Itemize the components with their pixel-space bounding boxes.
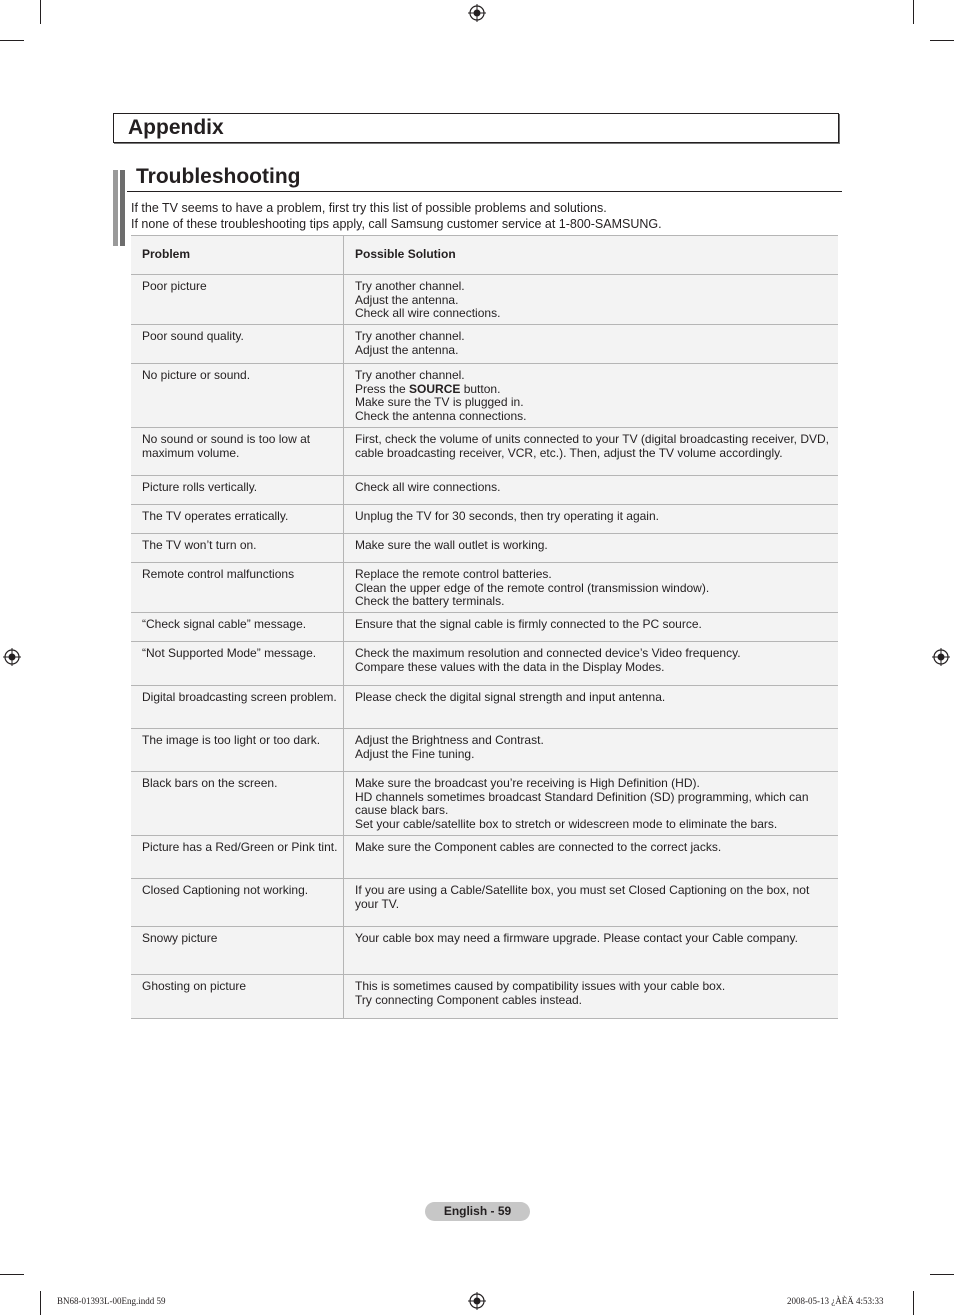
- solution-cell: [344, 729, 839, 772]
- problem-cell: Picture rolls vertically.: [131, 476, 344, 505]
- appendix-title: Appendix: [128, 116, 224, 139]
- crop-mark: [930, 1274, 954, 1275]
- section-title: Troubleshooting: [136, 165, 301, 188]
- solution-cell: [344, 686, 839, 729]
- crop-mark: [0, 1274, 24, 1275]
- table-row: [131, 534, 838, 563]
- table-header-row: [131, 236, 838, 275]
- problem-cell: “Check signal cable” message.: [131, 613, 344, 642]
- solution-cell: [344, 476, 839, 505]
- solution-line: Make sure the Component cables are connected to the correct jacks.: [355, 840, 722, 854]
- intro-line: If the TV seems to have a problem, first try this list of possible problems and solutions.: [131, 201, 607, 215]
- solution-line: Clean the upper edge of the remote control (transmission window).: [355, 580, 710, 595]
- solution-line: Make sure the wall outlet is working.: [355, 538, 548, 552]
- table-row: [131, 563, 838, 613]
- table-row: [131, 325, 838, 364]
- solution-line: Adjust the antenna.: [355, 292, 459, 307]
- solution-cell: [344, 642, 839, 686]
- solution-cell: [344, 428, 839, 476]
- solution-line: Set your cable/satellite box to stretch or widescreen mode to eliminate the bars.: [355, 817, 778, 832]
- problem-cell: The TV won’t turn on.: [131, 534, 344, 563]
- table-row: [131, 364, 838, 428]
- problem-cell: Poor sound quality.: [131, 325, 344, 364]
- solution-line: Make sure the broadcast you’re receiving is High Definition (HD).: [355, 776, 700, 790]
- registration-mark-icon: [3, 648, 21, 666]
- troubleshooting-table: [131, 235, 838, 1019]
- problem-cell: The TV operates erratically.: [131, 505, 344, 534]
- problem-cell: Poor picture: [131, 275, 344, 325]
- solution-cell: [344, 364, 839, 428]
- solution-line: Try connecting Component cables instead.: [355, 992, 583, 1007]
- table-row: [131, 836, 838, 879]
- appendix-header-box: [113, 113, 839, 143]
- table-row: [131, 686, 838, 729]
- table-row: [131, 275, 838, 325]
- registration-mark-icon: [468, 1292, 486, 1310]
- solution-cell: [344, 927, 839, 975]
- table-row: [131, 729, 838, 772]
- registration-mark-icon: [932, 648, 950, 666]
- solution-line: Replace the remote control batteries.: [355, 567, 552, 581]
- solution-cell: [344, 613, 839, 642]
- solution-line: Make sure the TV is plugged in.: [355, 395, 524, 410]
- solution-line: Please check the digital signal strength and input antenna.: [355, 690, 666, 704]
- solution-line: Check the battery terminals.: [355, 594, 505, 609]
- problem-cell: Digital broadcasting screen problem.: [131, 686, 344, 729]
- section-accent-bar: [120, 170, 125, 246]
- solution-line: Adjust the Fine tuning.: [355, 746, 475, 761]
- solution-cell: [344, 836, 839, 879]
- print-slug-right: 2008-05-13 ¿ÀÈÄ 4:53:33: [787, 1296, 884, 1306]
- table-row: [131, 428, 838, 476]
- solution-cell: [344, 275, 839, 325]
- solution-cell: [344, 879, 839, 927]
- table-row: [131, 975, 838, 1019]
- solution-line: Compare these values with the data in the Display Modes.: [355, 659, 665, 674]
- problem-cell: Closed Captioning not working.: [131, 879, 344, 927]
- section-accent-bar: [113, 170, 118, 246]
- solution-line: Check all wire connections.: [355, 306, 501, 321]
- solution-line: Check all wire connections.: [355, 480, 501, 494]
- solution-line: Check the maximum resolution and connected device’s Video frequency.: [355, 646, 741, 660]
- problem-cell: No picture or sound.: [131, 364, 344, 428]
- solution-line: Check the antenna connections.: [355, 409, 527, 424]
- problem-cell: No sound or sound is too low at maximum volume.: [131, 428, 344, 476]
- table-row: [131, 879, 838, 927]
- intro-line: If none of these troubleshooting tips apply, call Samsung customer service at 1-800-SAMSUNG.: [131, 217, 662, 231]
- solution-line: Try another channel.: [355, 329, 465, 343]
- solution-line: HD channels sometimes broadcast Standard Definition (SD) programming, which can cause black bars.: [355, 789, 809, 818]
- table-row: [131, 476, 838, 505]
- header-problem: Problem: [131, 236, 344, 275]
- problem-cell: Ghosting on picture: [131, 975, 344, 1019]
- problem-cell: Black bars on the screen.: [131, 772, 344, 836]
- solution-line: Adjust the antenna.: [355, 342, 459, 357]
- solution-line: Your cable box may need a firmware upgrade. Please contact your Cable company.: [355, 931, 798, 945]
- page-number-badge: English - 59: [425, 1202, 530, 1221]
- solution-cell: [344, 563, 839, 613]
- table-row: [131, 613, 838, 642]
- crop-mark: [40, 1291, 41, 1315]
- crop-mark: [930, 40, 954, 41]
- table-row: [131, 772, 838, 836]
- crop-mark: [913, 0, 914, 24]
- section-rule: [127, 191, 842, 192]
- solution-line: Ensure that the signal cable is firmly connected to the PC source.: [355, 617, 702, 631]
- solution-line: Press the SOURCE button.: [355, 381, 501, 396]
- table-row: [131, 642, 838, 686]
- solution-line: Try another channel.: [355, 368, 465, 382]
- solution-line: This is sometimes caused by compatibility issues with your cable box.: [355, 979, 726, 993]
- table-row: [131, 927, 838, 975]
- solution-line: First, check the volume of units connected to your TV (digital broadcasting receiver, DVD, cable broadcasting receiver, VCR, etc.). Then, adjust the TV volume accordingly.: [355, 432, 829, 460]
- crop-mark: [913, 1291, 914, 1315]
- solution-line: Adjust the Brightness and Contrast.: [355, 733, 544, 747]
- solution-cell: [344, 772, 839, 836]
- table-row: [131, 505, 838, 534]
- problem-cell: The image is too light or too dark.: [131, 729, 344, 772]
- header-solution: Possible Solution: [344, 236, 839, 275]
- solution-line: Try another channel.: [355, 279, 465, 293]
- crop-mark: [40, 0, 41, 24]
- solution-cell: [344, 325, 839, 364]
- intro-text: [131, 200, 841, 232]
- registration-mark-icon: [468, 4, 486, 22]
- solution-line: Unplug the TV for 30 seconds, then try operating it again.: [355, 509, 659, 523]
- solution-cell: [344, 505, 839, 534]
- problem-cell: “Not Supported Mode” message.: [131, 642, 344, 686]
- solution-line: If you are using a Cable/Satellite box, you must set Closed Captioning on the box, not your TV.: [355, 883, 810, 911]
- problem-cell: Snowy picture: [131, 927, 344, 975]
- problem-cell: Remote control malfunctions: [131, 563, 344, 613]
- solution-cell: [344, 534, 839, 563]
- crop-mark: [0, 40, 24, 41]
- solution-cell: [344, 975, 839, 1019]
- print-slug-left: BN68-01393L-00Eng.indd 59: [57, 1296, 166, 1306]
- problem-cell: Picture has a Red/Green or Pink tint.: [131, 836, 344, 879]
